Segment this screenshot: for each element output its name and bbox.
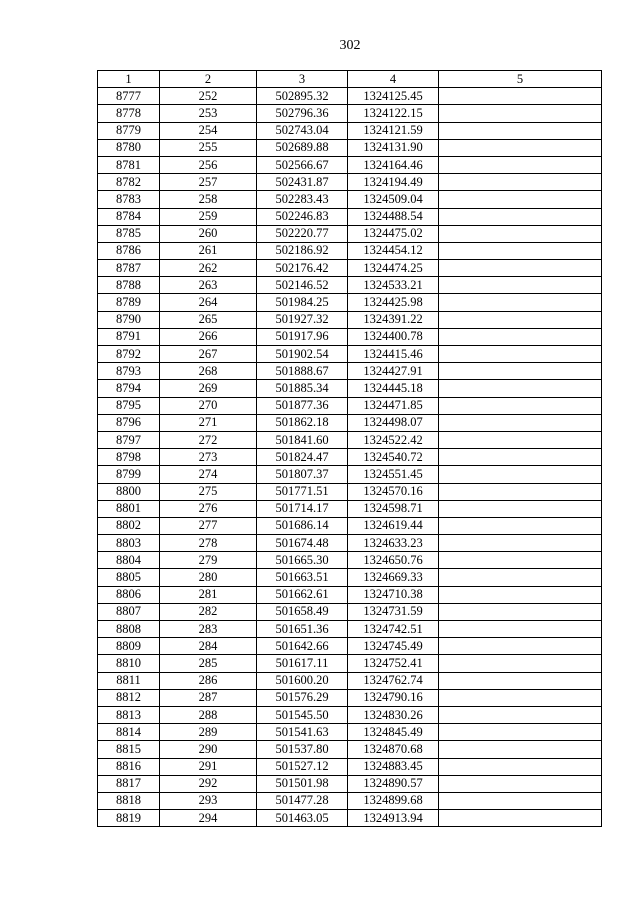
- table-cell-col-1: 8783: [98, 191, 160, 208]
- table-cell-col-3: 501841.60: [257, 431, 348, 448]
- table-cell-col-1: 8790: [98, 311, 160, 328]
- table-cell-col-2: 286: [160, 672, 257, 689]
- table-row: [98, 535, 602, 552]
- table-cell-col-2: 274: [160, 466, 257, 483]
- column-header-5: 5: [439, 71, 602, 88]
- table-cell-col-2: 268: [160, 363, 257, 380]
- coordinates-table: [97, 70, 602, 827]
- table-cell-col-4: 1324899.68: [348, 792, 439, 809]
- table-cell-col-3: 501617.11: [257, 655, 348, 672]
- table-cell-col-1: 8797: [98, 431, 160, 448]
- table-row: [98, 328, 602, 345]
- table-row: [98, 346, 602, 363]
- table-cell-col-1: 8788: [98, 277, 160, 294]
- table-row: [98, 603, 602, 620]
- table-row: [98, 449, 602, 466]
- table-cell-col-3: 502176.42: [257, 260, 348, 277]
- table-cell-col-3: 501824.47: [257, 449, 348, 466]
- table-cell-col-5: [439, 88, 602, 105]
- table-cell-col-3: 501642.66: [257, 638, 348, 655]
- table-cell-col-5: [439, 414, 602, 431]
- table-row: [98, 380, 602, 397]
- table-cell-col-4: 1324890.57: [348, 775, 439, 792]
- table-cell-col-4: 1324125.45: [348, 88, 439, 105]
- table-cell-col-5: [439, 741, 602, 758]
- table-cell-col-3: 501665.30: [257, 552, 348, 569]
- table-cell-col-3: 501807.37: [257, 466, 348, 483]
- table-cell-col-1: 8796: [98, 414, 160, 431]
- table-cell-col-5: [439, 449, 602, 466]
- table-cell-col-3: 502743.04: [257, 122, 348, 139]
- table-row: [98, 174, 602, 191]
- table-row: [98, 706, 602, 723]
- table-row: [98, 689, 602, 706]
- table-cell-col-1: 8785: [98, 225, 160, 242]
- table-cell-col-5: [439, 397, 602, 414]
- table-cell-col-1: 8815: [98, 741, 160, 758]
- table-cell-col-2: 292: [160, 775, 257, 792]
- table-row: [98, 242, 602, 259]
- table-cell-col-1: 8814: [98, 724, 160, 741]
- table-cell-col-5: [439, 277, 602, 294]
- table-cell-col-4: 1324745.49: [348, 638, 439, 655]
- table-row: [98, 517, 602, 534]
- table-row: [98, 208, 602, 225]
- table-cell-col-3: 501651.36: [257, 621, 348, 638]
- table-cell-col-5: [439, 638, 602, 655]
- table-cell-col-3: 501477.28: [257, 792, 348, 809]
- column-header-4: 4: [348, 71, 439, 88]
- table-cell-col-3: 501537.80: [257, 741, 348, 758]
- table-cell-col-5: [439, 517, 602, 534]
- table-cell-col-1: 8789: [98, 294, 160, 311]
- table-cell-col-4: 1324540.72: [348, 449, 439, 466]
- table-cell-col-4: 1324762.74: [348, 672, 439, 689]
- table-cell-col-2: 285: [160, 655, 257, 672]
- table-cell-col-5: [439, 621, 602, 638]
- table-row: [98, 88, 602, 105]
- table-cell-col-5: [439, 328, 602, 345]
- table-cell-col-3: 501917.96: [257, 328, 348, 345]
- table-cell-col-5: [439, 431, 602, 448]
- table-cell-col-5: [439, 689, 602, 706]
- table-cell-col-3: 502246.83: [257, 208, 348, 225]
- table-cell-col-1: 8817: [98, 775, 160, 792]
- table-row: [98, 156, 602, 173]
- table-cell-col-5: [439, 294, 602, 311]
- table-cell-col-5: [439, 603, 602, 620]
- table-cell-col-2: 288: [160, 706, 257, 723]
- table-cell-col-2: 277: [160, 517, 257, 534]
- table-cell-col-5: [439, 792, 602, 809]
- table-cell-col-4: 1324650.76: [348, 552, 439, 569]
- table-cell-col-1: 8807: [98, 603, 160, 620]
- table-cell-col-5: [439, 672, 602, 689]
- table-cell-col-1: 8799: [98, 466, 160, 483]
- table-cell-col-1: 8812: [98, 689, 160, 706]
- table-cell-col-3: 501662.61: [257, 586, 348, 603]
- table-cell-col-1: 8794: [98, 380, 160, 397]
- table-cell-col-4: 1324454.12: [348, 242, 439, 259]
- table-row: [98, 414, 602, 431]
- table-cell-col-3: 502689.88: [257, 139, 348, 156]
- table-cell-col-5: [439, 156, 602, 173]
- table-cell-col-4: 1324913.94: [348, 810, 439, 827]
- table-cell-col-5: [439, 105, 602, 122]
- table-cell-col-2: 276: [160, 500, 257, 517]
- table-cell-col-4: 1324533.21: [348, 277, 439, 294]
- table-cell-col-3: 501877.36: [257, 397, 348, 414]
- table-cell-col-3: 501576.29: [257, 689, 348, 706]
- table-row: [98, 741, 602, 758]
- table-cell-col-2: 282: [160, 603, 257, 620]
- table-cell-col-3: 502283.43: [257, 191, 348, 208]
- table-cell-col-1: 8778: [98, 105, 160, 122]
- table-cell-col-5: [439, 586, 602, 603]
- table-cell-col-5: [439, 483, 602, 500]
- table-cell-col-2: 257: [160, 174, 257, 191]
- table-cell-col-2: 262: [160, 260, 257, 277]
- table-cell-col-1: 8810: [98, 655, 160, 672]
- table-cell-col-1: 8798: [98, 449, 160, 466]
- table-cell-col-1: 8819: [98, 810, 160, 827]
- table-row: [98, 621, 602, 638]
- table-cell-col-4: 1324710.38: [348, 586, 439, 603]
- table-cell-col-5: [439, 758, 602, 775]
- table-cell-col-1: 8780: [98, 139, 160, 156]
- table-cell-col-2: 294: [160, 810, 257, 827]
- table-cell-col-3: 501600.20: [257, 672, 348, 689]
- table-cell-col-5: [439, 208, 602, 225]
- table-cell-col-4: 1324883.45: [348, 758, 439, 775]
- table-cell-col-4: 1324830.26: [348, 706, 439, 723]
- table-cell-col-5: [439, 655, 602, 672]
- table-row: [98, 775, 602, 792]
- table-cell-col-4: 1324509.04: [348, 191, 439, 208]
- table-cell-col-4: 1324194.49: [348, 174, 439, 191]
- table-cell-col-4: 1324870.68: [348, 741, 439, 758]
- table-cell-col-4: 1324122.15: [348, 105, 439, 122]
- table-cell-col-1: 8811: [98, 672, 160, 689]
- table-row: [98, 672, 602, 689]
- table-cell-col-2: 280: [160, 569, 257, 586]
- table-cell-col-3: 501674.48: [257, 535, 348, 552]
- table-cell-col-3: 502796.36: [257, 105, 348, 122]
- table-cell-col-5: [439, 260, 602, 277]
- table-row: [98, 397, 602, 414]
- table-cell-col-1: 8779: [98, 122, 160, 139]
- table-cell-col-1: 8786: [98, 242, 160, 259]
- table-cell-col-5: [439, 500, 602, 517]
- table-cell-col-4: 1324400.78: [348, 328, 439, 345]
- table-cell-col-1: 8801: [98, 500, 160, 517]
- table-cell-col-3: 502566.67: [257, 156, 348, 173]
- table-row: [98, 277, 602, 294]
- table-cell-col-5: [439, 552, 602, 569]
- table-cell-col-4: 1324551.45: [348, 466, 439, 483]
- table-cell-col-2: 284: [160, 638, 257, 655]
- table-cell-col-2: 258: [160, 191, 257, 208]
- table-cell-col-2: 263: [160, 277, 257, 294]
- table-cell-col-3: 501501.98: [257, 775, 348, 792]
- table-row: [98, 122, 602, 139]
- table-cell-col-2: 287: [160, 689, 257, 706]
- table-cell-col-5: [439, 535, 602, 552]
- table-row: [98, 586, 602, 603]
- table-row: [98, 655, 602, 672]
- table-cell-col-2: 281: [160, 586, 257, 603]
- table-cell-col-5: [439, 724, 602, 741]
- table-cell-col-4: 1324742.51: [348, 621, 439, 638]
- table-cell-col-2: 264: [160, 294, 257, 311]
- table-cell-col-2: 273: [160, 449, 257, 466]
- table-cell-col-4: 1324522.42: [348, 431, 439, 448]
- table-cell-col-3: 501862.18: [257, 414, 348, 431]
- table-cell-col-2: 291: [160, 758, 257, 775]
- table-cell-col-3: 501984.25: [257, 294, 348, 311]
- table-cell-col-4: 1324425.98: [348, 294, 439, 311]
- table-cell-col-5: [439, 122, 602, 139]
- table-cell-col-2: 279: [160, 552, 257, 569]
- column-header-3: 3: [257, 71, 348, 88]
- table-row: [98, 225, 602, 242]
- table-cell-col-2: 293: [160, 792, 257, 809]
- table-cell-col-1: 8802: [98, 517, 160, 534]
- table-cell-col-2: 260: [160, 225, 257, 242]
- table-cell-col-4: 1324415.46: [348, 346, 439, 363]
- column-header-2: 2: [160, 71, 257, 88]
- table-row: [98, 191, 602, 208]
- table-cell-col-2: 271: [160, 414, 257, 431]
- table-cell-col-4: 1324633.23: [348, 535, 439, 552]
- table-cell-col-3: 501686.14: [257, 517, 348, 534]
- header-row: [98, 71, 602, 88]
- table-cell-col-2: 275: [160, 483, 257, 500]
- table-row: [98, 758, 602, 775]
- table-cell-col-2: 267: [160, 346, 257, 363]
- table-cell-col-2: 255: [160, 139, 257, 156]
- table-cell-col-5: [439, 466, 602, 483]
- table-cell-col-4: 1324471.85: [348, 397, 439, 414]
- table-cell-col-1: 8784: [98, 208, 160, 225]
- table-cell-col-2: 261: [160, 242, 257, 259]
- table-cell-col-4: 1324619.44: [348, 517, 439, 534]
- table-cell-col-1: 8782: [98, 174, 160, 191]
- table-cell-col-3: 501885.34: [257, 380, 348, 397]
- table-body: [98, 88, 602, 827]
- table-row: [98, 500, 602, 517]
- table-cell-col-5: [439, 380, 602, 397]
- table-cell-col-5: [439, 363, 602, 380]
- table-cell-col-5: [439, 346, 602, 363]
- table-row: [98, 569, 602, 586]
- table-cell-col-2: 253: [160, 105, 257, 122]
- table-cell-col-2: 259: [160, 208, 257, 225]
- table-row: [98, 483, 602, 500]
- table-cell-col-4: 1324475.02: [348, 225, 439, 242]
- table-cell-col-3: 501463.05: [257, 810, 348, 827]
- table-cell-col-1: 8804: [98, 552, 160, 569]
- table-cell-col-2: 272: [160, 431, 257, 448]
- table-cell-col-4: 1324488.54: [348, 208, 439, 225]
- table-row: [98, 638, 602, 655]
- table-cell-col-3: 502220.77: [257, 225, 348, 242]
- table-row: [98, 139, 602, 156]
- table-cell-col-3: 502431.87: [257, 174, 348, 191]
- table-cell-col-3: 501541.63: [257, 724, 348, 741]
- table-cell-col-4: 1324131.90: [348, 139, 439, 156]
- table-row: [98, 466, 602, 483]
- table-row: [98, 311, 602, 328]
- table-cell-col-4: 1324845.49: [348, 724, 439, 741]
- table-cell-col-1: 8787: [98, 260, 160, 277]
- table-cell-col-2: 283: [160, 621, 257, 638]
- table-cell-col-3: 501545.50: [257, 706, 348, 723]
- table-cell-col-3: 501658.49: [257, 603, 348, 620]
- table-cell-col-4: 1324121.59: [348, 122, 439, 139]
- column-header-1: 1: [98, 71, 160, 88]
- table-cell-col-4: 1324164.46: [348, 156, 439, 173]
- table-cell-col-3: 501714.17: [257, 500, 348, 517]
- table-cell-col-4: 1324474.25: [348, 260, 439, 277]
- table-cell-col-3: 501902.54: [257, 346, 348, 363]
- table-cell-col-3: 502895.32: [257, 88, 348, 105]
- table-row: [98, 260, 602, 277]
- table-row: [98, 724, 602, 741]
- table-cell-col-4: 1324498.07: [348, 414, 439, 431]
- table-cell-col-3: 502146.52: [257, 277, 348, 294]
- table-cell-col-4: 1324445.18: [348, 380, 439, 397]
- table-cell-col-2: 270: [160, 397, 257, 414]
- table-cell-col-1: 8793: [98, 363, 160, 380]
- table-cell-col-3: 501527.12: [257, 758, 348, 775]
- table-cell-col-5: [439, 311, 602, 328]
- table-cell-col-3: 501663.51: [257, 569, 348, 586]
- table-cell-col-2: 265: [160, 311, 257, 328]
- table-cell-col-5: [439, 191, 602, 208]
- table-row: [98, 294, 602, 311]
- table-cell-col-5: [439, 242, 602, 259]
- table-cell-col-2: 290: [160, 741, 257, 758]
- table-cell-col-4: 1324391.22: [348, 311, 439, 328]
- table-cell-col-4: 1324752.41: [348, 655, 439, 672]
- table-cell-col-4: 1324731.59: [348, 603, 439, 620]
- table-cell-col-1: 8803: [98, 535, 160, 552]
- table-cell-col-4: 1324790.16: [348, 689, 439, 706]
- table-cell-col-1: 8777: [98, 88, 160, 105]
- table-cell-col-3: 501927.32: [257, 311, 348, 328]
- table-cell-col-3: 501771.51: [257, 483, 348, 500]
- table-header: [98, 71, 602, 88]
- table-cell-col-2: 256: [160, 156, 257, 173]
- table-cell-col-2: 266: [160, 328, 257, 345]
- table-row: [98, 792, 602, 809]
- table-cell-col-1: 8792: [98, 346, 160, 363]
- table-row: [98, 105, 602, 122]
- table-row: [98, 363, 602, 380]
- table-cell-col-1: 8806: [98, 586, 160, 603]
- table-cell-col-5: [439, 706, 602, 723]
- table-cell-col-4: 1324598.71: [348, 500, 439, 517]
- table-cell-col-5: [439, 775, 602, 792]
- table-row: [98, 431, 602, 448]
- table-cell-col-2: 254: [160, 122, 257, 139]
- table-cell-col-4: 1324669.33: [348, 569, 439, 586]
- table-cell-col-2: 252: [160, 88, 257, 105]
- table-row: [98, 810, 602, 827]
- table-cell-col-2: 289: [160, 724, 257, 741]
- table-cell-col-1: 8800: [98, 483, 160, 500]
- table-cell-col-1: 8808: [98, 621, 160, 638]
- table-cell-col-1: 8818: [98, 792, 160, 809]
- table-cell-col-1: 8813: [98, 706, 160, 723]
- table-cell-col-1: 8805: [98, 569, 160, 586]
- table-cell-col-5: [439, 174, 602, 191]
- table-cell-col-1: 8781: [98, 156, 160, 173]
- table-cell-col-1: 8791: [98, 328, 160, 345]
- table-cell-col-2: 269: [160, 380, 257, 397]
- table-cell-col-5: [439, 810, 602, 827]
- table-cell-col-3: 501888.67: [257, 363, 348, 380]
- page-number: 302: [339, 38, 361, 53]
- table-cell-col-1: 8795: [98, 397, 160, 414]
- table-cell-col-5: [439, 139, 602, 156]
- table-cell-col-3: 502186.92: [257, 242, 348, 259]
- table-cell-col-4: 1324570.16: [348, 483, 439, 500]
- table-cell-col-5: [439, 225, 602, 242]
- table-cell-col-1: 8809: [98, 638, 160, 655]
- table-cell-col-1: 8816: [98, 758, 160, 775]
- table-cell-col-5: [439, 569, 602, 586]
- table-row: [98, 552, 602, 569]
- table-cell-col-4: 1324427.91: [348, 363, 439, 380]
- table-cell-col-2: 278: [160, 535, 257, 552]
